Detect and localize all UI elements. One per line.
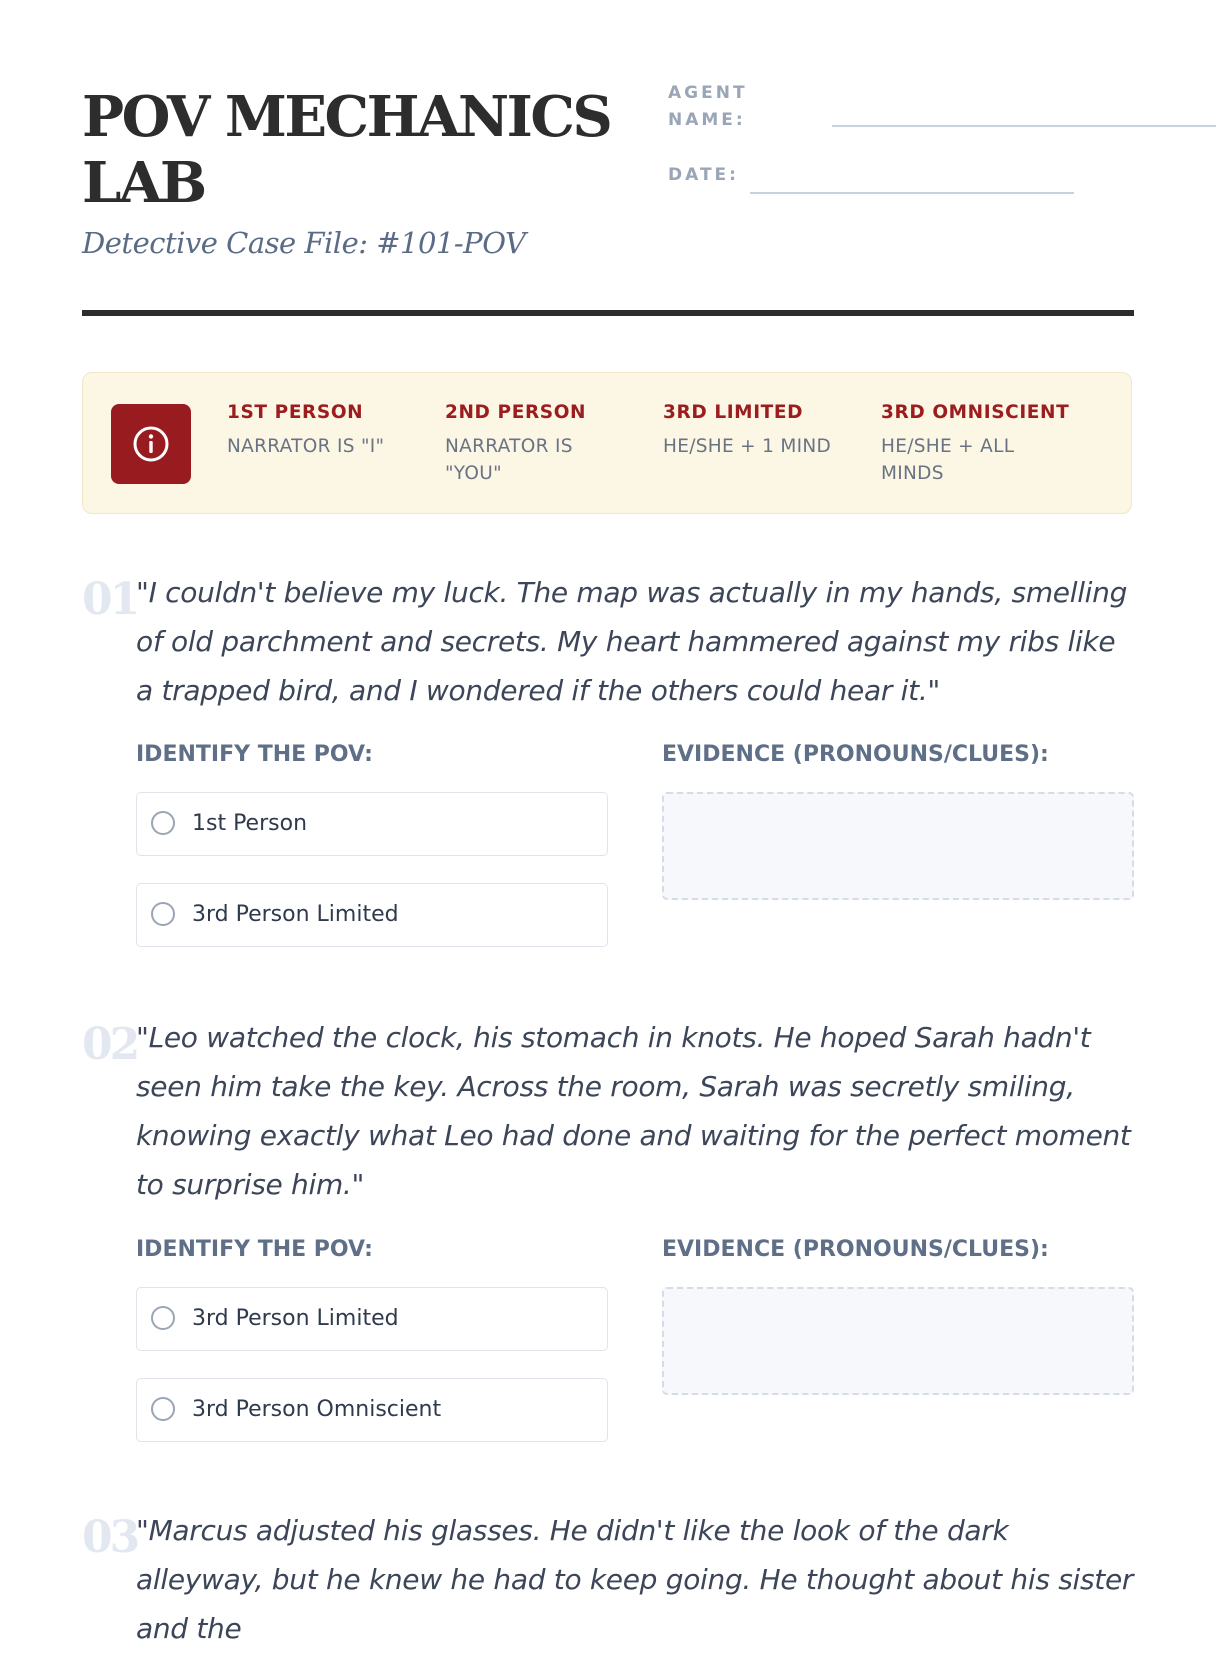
date-field[interactable]: [750, 192, 1074, 194]
pov-option-label: 3rd Person Limited: [192, 1306, 399, 1331]
legend-item-1st-person: [227, 401, 427, 460]
legend-item-2nd-person: [445, 401, 615, 487]
legend-desc: HE/SHE + ALL MINDS: [881, 436, 1015, 484]
question-number: 01: [82, 574, 138, 625]
question-02: [82, 1013, 1134, 1443]
pov-option[interactable]: [136, 792, 608, 856]
legend-title: 3RD LIMITED: [663, 402, 804, 423]
radio-button[interactable]: [151, 1397, 175, 1421]
identify-pov-label: IDENTIFY THE POV:: [136, 742, 373, 767]
question-passage: "Leo watched the clock, his stomach in knots. He hoped Sarah hadn't seen him take the key. Across the room, Sarah was secretly smiling, knowing exactly what Leo had done and waiting for the perfect moment to surprise him.": [136, 1021, 1131, 1201]
question-01: [82, 568, 1134, 948]
question-number: 02: [82, 1019, 138, 1070]
legend-item-3rd-omniscient: [881, 401, 1081, 487]
evidence-label: EVIDENCE (PRONOUNS/CLUES):: [662, 1237, 1049, 1262]
legend-title: 2ND PERSON: [445, 402, 587, 423]
legend-title: 1ST PERSON: [227, 402, 364, 423]
evidence-label: EVIDENCE (PRONOUNS/CLUES):: [662, 742, 1049, 767]
question-03: [82, 1506, 1134, 1645]
pov-option-label: 3rd Person Limited: [192, 902, 399, 927]
pov-option[interactable]: [136, 1287, 608, 1351]
date-label: DATE:: [668, 165, 739, 185]
pov-option[interactable]: [136, 1378, 608, 1442]
pov-option-label: 3rd Person Omniscient: [192, 1397, 442, 1422]
legend-item-3rd-limited: [663, 401, 863, 460]
question-number: 03: [82, 1512, 138, 1563]
info-icon: [111, 404, 191, 484]
radio-button[interactable]: [151, 1306, 175, 1330]
pov-legend: [82, 372, 1132, 514]
question-passage: "Marcus adjusted his glasses. He didn't like the look of the dark alleyway, but he knew he had to keep going. He thought about his sister and the: [136, 1514, 1134, 1645]
pov-option[interactable]: [136, 883, 608, 947]
legend-desc: HE/SHE + 1 MIND: [663, 436, 832, 457]
page-title: POV MECHANICS LAB: [82, 84, 611, 216]
agent-name-label: AGENT NAME:: [668, 83, 748, 130]
header-divider: [82, 310, 1134, 316]
agent-name-field[interactable]: [832, 125, 1216, 127]
evidence-input[interactable]: [662, 792, 1134, 900]
pov-option-label: 1st Person: [192, 811, 308, 836]
question-passage: "I couldn't believe my luck. The map was actually in my hands, smelling of old parchment and secrets. My heart hammered against my ribs like a trapped bird, and I wondered if the others could hear it.": [136, 576, 1128, 707]
legend-desc: NARRATOR IS "I": [227, 436, 385, 457]
worksheet-page: [82, 0, 1134, 1645]
case-file-subtitle: Detective Case File: #101-POV: [82, 226, 526, 260]
legend-desc: NARRATOR IS "YOU": [445, 436, 573, 484]
radio-button[interactable]: [151, 811, 175, 835]
radio-button[interactable]: [151, 902, 175, 926]
identify-pov-label: IDENTIFY THE POV:: [136, 1237, 373, 1262]
legend-title: 3RD OMNISCIENT: [881, 402, 1070, 423]
evidence-input[interactable]: [662, 1287, 1134, 1395]
